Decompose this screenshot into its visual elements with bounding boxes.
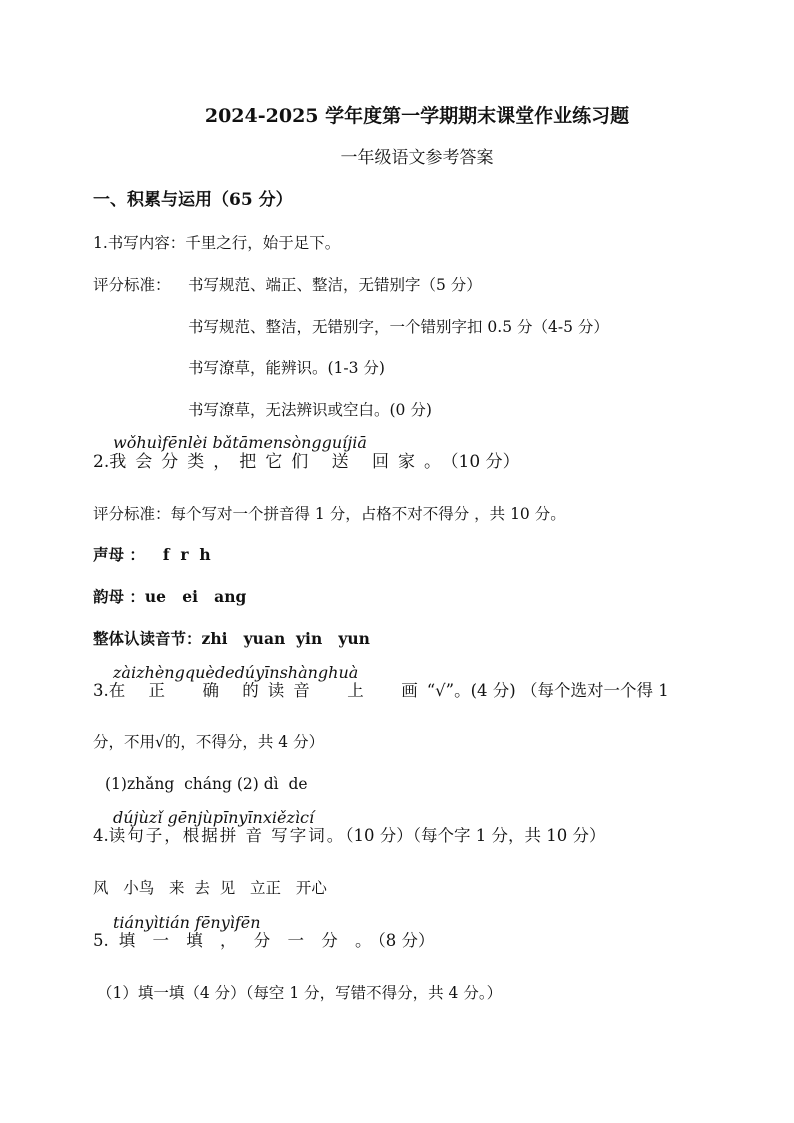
q5-text: 填 一 填 ， 分 一 分 。: [118, 931, 378, 950]
q1-criteria-4: 书写潦草，无法辨识或空白。(0 分): [188, 401, 432, 419]
q2-number: 2.: [93, 452, 110, 472]
q1-criteria-2: 书写规范、整洁，无错别字，一个错别字扣 0.5 分（4-5 分）: [188, 318, 609, 336]
q5-pinyin: tiányìtián fēnyìfēn: [113, 913, 261, 932]
q1-criteria-label: 评分标准：: [93, 276, 171, 294]
q2-yunmu-row: [93, 587, 246, 607]
q2-criteria: 评分标准：每个写对一个拼音得 1 分，占格不对不得分 ，共 10 分。: [93, 505, 566, 523]
q2-shengmu-row: [93, 545, 211, 565]
q4-tail: （10 分）（每个字 1 分，共 10 分）: [345, 826, 606, 845]
q5-sub1: （1）填一填（4 分）（每空 1 分，写错不得分，共 4 分。）: [97, 984, 503, 1002]
q2-yunmu: ue ei ang: [144, 587, 247, 606]
section-heading: 一、积累与运用（65 分）: [93, 190, 293, 210]
q2-zhengti-label: 整体认读音节：: [93, 629, 202, 648]
q3-tail: “√”。(4 分) （每个选对一个得 1: [426, 681, 669, 700]
q3-line2: 分，不用√的，不得分，共 4 分）: [93, 733, 325, 751]
q1-criteria-1: 书写规范、端正、整洁，无错别字（5 分）: [188, 276, 482, 294]
q2-text: 我会分类，把它们 送 回家。: [109, 452, 451, 472]
q2-line: [93, 452, 520, 472]
q1-content: 1.书写内容：千里之行，始于足下。: [93, 234, 341, 252]
page-subtitle: 一年级语文参考答案: [340, 148, 494, 168]
q2-score: （10 分）: [450, 452, 520, 472]
q2-yunmu-label: 韵母 ：: [93, 587, 145, 606]
q2-shengmu: f r h: [162, 545, 211, 564]
q3-line: [93, 681, 669, 701]
q3-answer: (1)zhǎng cháng (2) dì de: [105, 775, 308, 793]
q5-tail: （8 分）: [377, 931, 435, 950]
q1-criteria-3: 书写潦草，能辨识。(1-3 分): [188, 359, 385, 377]
page-title: 2024-2025 学年度第一学期期末课堂作业练习题: [204, 105, 630, 127]
q4-pinyin: dújùzǐ gēnjùpīnyīnxiězìcí: [113, 808, 315, 827]
q5-number: 5.: [93, 931, 109, 950]
q4-text: 读句子，根据拼 音 写字词。: [108, 826, 346, 845]
q2-pinyin: wǒhuìfēnlèi bǎtāmensòngguíjiā: [113, 433, 367, 452]
q4-number: 4.: [93, 826, 109, 845]
q2-zhengti: zhi yuan yin yun: [201, 629, 370, 648]
q3-number: 3.: [93, 681, 109, 700]
q2-zhengti-row: [93, 629, 370, 649]
q5-line: [93, 931, 434, 951]
q2-shengmu-label: 声母 ：: [93, 545, 145, 564]
q4-line: [93, 826, 605, 846]
q3-pinyin: zàizhèngquèdedúyīnshànghuà: [113, 663, 359, 682]
q4-answer: 风 小鸟 来 去 见 立正 开心: [93, 879, 327, 897]
q3-text: 在 正 确 的读音 上 画: [108, 681, 427, 700]
